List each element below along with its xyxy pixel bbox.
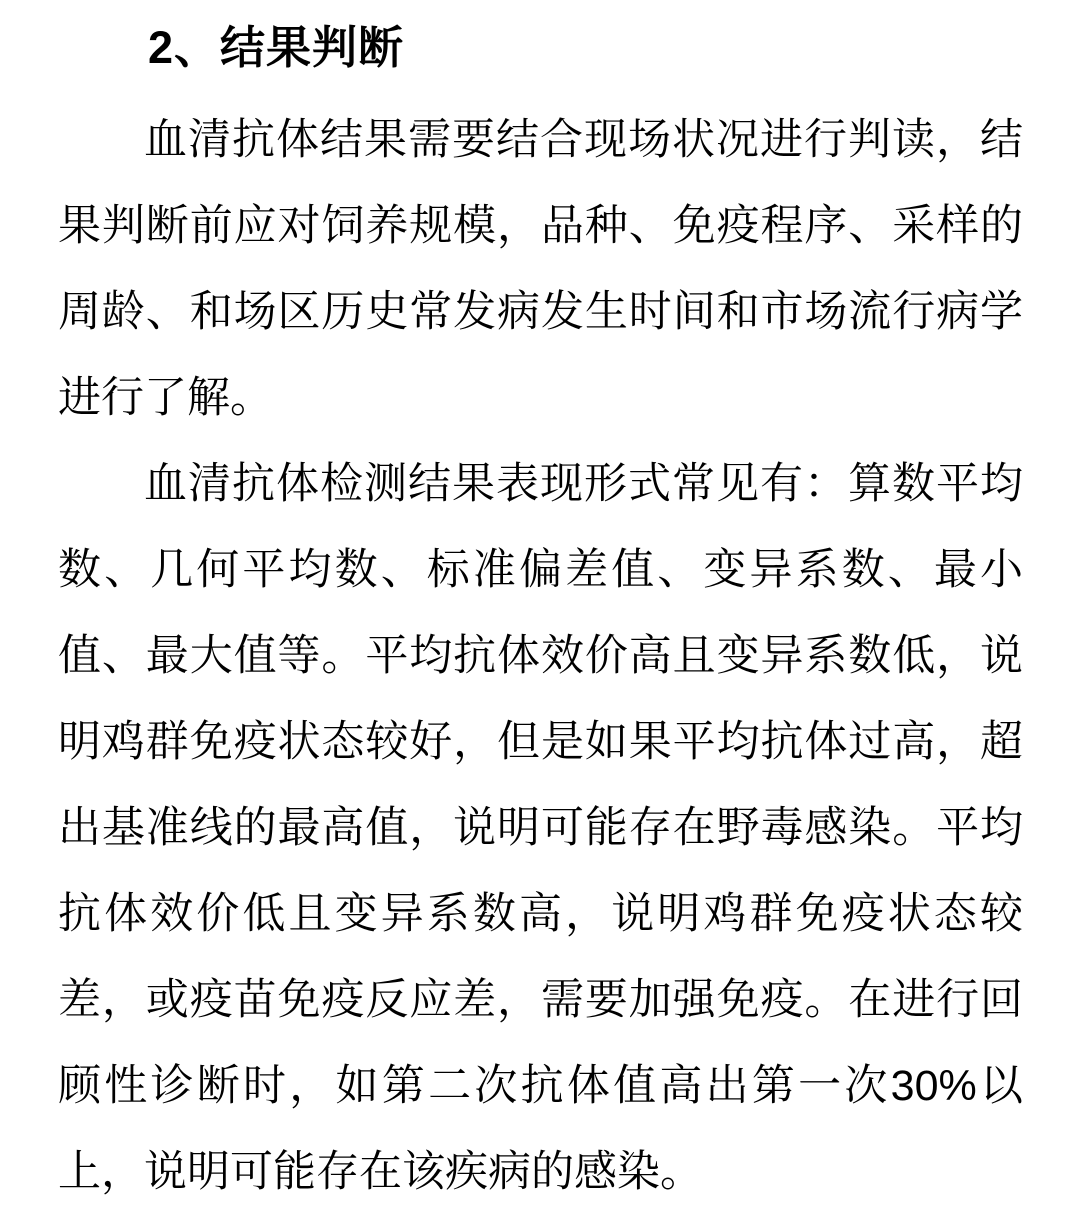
text-line: 出基准线的最高值，说明可能存在野毒感染。平均 [58, 804, 1023, 852]
text-line: 明鸡群免疫状态较好，但是如果平均抗体过高，超 [58, 718, 1023, 766]
text-line: 进行了解。 [58, 374, 273, 422]
text-line: 顾性诊断时，如第二次抗体值高出第一次30%以 [58, 1062, 1023, 1110]
text-line: 周龄、和场区历史常发病发生时间和市场流行病学 [58, 288, 1023, 336]
text-line: 值、最大值等。平均抗体效价高且变异系数低，说 [58, 632, 1023, 680]
text-line: 血清抗体检测结果表现形式常见有：算数平均 [144, 460, 1023, 508]
paragraph [58, 97, 1023, 441]
text-line: 抗体效价低且变异系数高，说明鸡群免疫状态较 [58, 890, 1023, 938]
text-line: 差，或疫苗免疫反应差，需要加强免疫。在进行回 [58, 976, 1023, 1024]
section-heading: 2、结果判断 [148, 22, 405, 73]
text-line: 数、几何平均数、标准偏差值、变异系数、最小 [58, 546, 1023, 594]
text-line: 血清抗体结果需要结合现场状况进行判读，结 [144, 116, 1023, 164]
text-line: 果判断前应对饲养规模，品种、免疫程序、采样的 [58, 202, 1023, 250]
text-line: 上，说明可能存在该疾病的感染。 [58, 1148, 703, 1196]
paragraph [58, 441, 1023, 1215]
